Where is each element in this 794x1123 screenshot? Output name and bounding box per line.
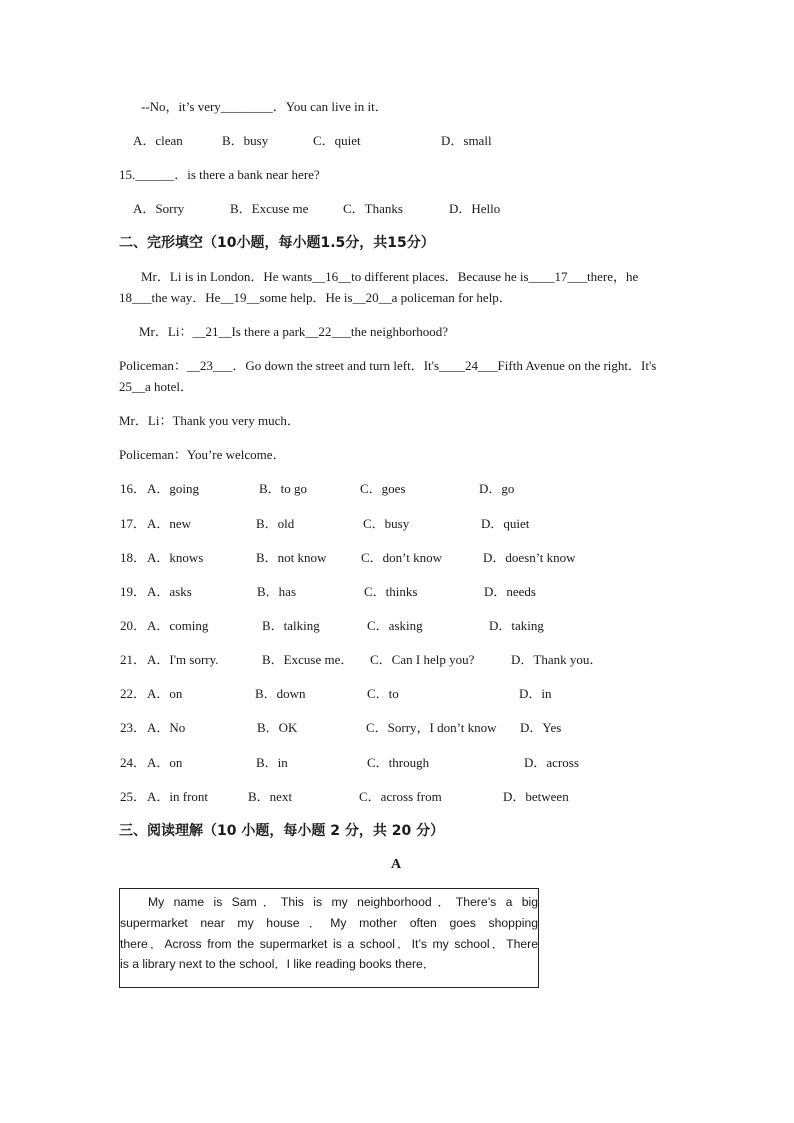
option-d: D．across xyxy=(524,755,579,770)
passage-a-label: A xyxy=(391,857,402,872)
option-c: C．Sorry，I don’t know xyxy=(366,720,497,735)
option-d: D．doesn’t know xyxy=(483,550,576,565)
question-number: 17． xyxy=(120,516,147,531)
q15-option-a: A．Sorry xyxy=(133,201,185,216)
question-number: 20． xyxy=(120,618,147,633)
passage-line: My name is Sam．This is my neighborhood．There’s a big xyxy=(148,895,538,909)
q14-option-d: D．small xyxy=(441,133,492,148)
cloze-passage-line: Mr．Li is in London．He wants__16__to different places．Because he is____17___there，he xyxy=(141,269,639,284)
question-number: 23． xyxy=(120,720,147,735)
option-d: D．quiet xyxy=(481,516,530,531)
passage-line: supermarket near my house．My mother often goes shopping xyxy=(120,916,538,930)
option-b: B．not know xyxy=(256,550,327,565)
question-number: 24． xyxy=(120,755,147,770)
cloze-passage-line: 25__a hotel． xyxy=(119,379,194,394)
q14-option-b: B．busy xyxy=(222,133,269,148)
option-b: B．in xyxy=(256,755,288,770)
cloze-passage-line: 18___the way．He__19__some help．He is__20__a policeman for help． xyxy=(119,290,512,305)
option-a: A．in front xyxy=(147,789,209,804)
option-d: D．in xyxy=(519,686,552,701)
option-b: B．to go xyxy=(259,481,308,496)
question-number: 21． xyxy=(120,652,147,667)
cloze-passage-line: Policeman：__23___．Go down the street and turn left．It's____24___Fifth Avenue on the right．It's xyxy=(119,358,657,373)
passage-line: there．Across from the supermarket is a school．It’s my school．There xyxy=(120,937,538,951)
option-a: A．going xyxy=(147,481,200,496)
option-d: D．Yes xyxy=(520,720,562,735)
option-a: A．on xyxy=(147,755,183,770)
option-b: B．talking xyxy=(262,618,320,633)
option-c: C．through xyxy=(367,755,430,770)
option-a: A．No xyxy=(147,720,186,735)
option-d: D．taking xyxy=(489,618,544,633)
option-c: C．asking xyxy=(367,618,423,633)
q15-option-b: B．Excuse me xyxy=(230,201,309,216)
option-c: C．don’t know xyxy=(361,550,443,565)
option-a: A．knows xyxy=(147,550,204,565)
section2-heading: 二、完形填空（10小题，每小题1.5分，共15分） xyxy=(119,235,435,251)
option-c: C．to xyxy=(367,686,399,701)
cloze-passage-line: Mr．Li：__21__Is there a park__22___the neighborhood? xyxy=(139,324,449,339)
passage-line: is a library next to the school．I like reading books there． xyxy=(120,957,436,971)
option-b: B．Excuse me． xyxy=(262,652,354,667)
option-a: A．asks xyxy=(147,584,192,599)
option-b: B．has xyxy=(257,584,297,599)
question-number: 19． xyxy=(120,584,147,599)
option-c: C．thinks xyxy=(364,584,418,599)
option-b: B．next xyxy=(248,789,293,804)
q15-text: 15.______．is there a bank near here? xyxy=(119,167,320,182)
option-c: C．Can I help you? xyxy=(370,652,475,667)
option-b: B．old xyxy=(256,516,295,531)
option-a: A．new xyxy=(147,516,192,531)
option-d: D．between xyxy=(503,789,569,804)
q14-text: --No，it’s very________．You can live in it． xyxy=(141,99,388,114)
q15-option-c: C．Thanks xyxy=(343,201,403,216)
option-b: B．OK xyxy=(257,720,298,735)
option-c: C．goes xyxy=(360,481,406,496)
q14-option-c: C．quiet xyxy=(313,133,361,148)
question-number: 16． xyxy=(120,481,147,496)
option-b: B．down xyxy=(255,686,306,701)
option-a: A．I'm sorry. xyxy=(147,652,219,667)
question-number: 22． xyxy=(120,686,147,701)
section3-heading: 三、阅读理解（10 小题，每小题 2 分，共 20 分） xyxy=(119,823,445,839)
q15-option-d: D．Hello xyxy=(449,201,501,216)
option-c: C．across from xyxy=(359,789,442,804)
option-d: D．Thank you． xyxy=(511,652,603,667)
q14-option-a: A．clean xyxy=(133,133,183,148)
question-number: 25． xyxy=(120,789,147,804)
option-a: A．coming xyxy=(147,618,209,633)
option-c: C．busy xyxy=(363,516,410,531)
reading-passage-box xyxy=(119,888,539,988)
cloze-passage-line: Mr．Li：Thank you very much． xyxy=(119,413,300,428)
question-number: 18． xyxy=(120,550,147,565)
cloze-passage-line: Policeman：You’re welcome． xyxy=(119,447,286,462)
option-d: D．go xyxy=(479,481,515,496)
option-d: D．needs xyxy=(484,584,536,599)
option-a: A．on xyxy=(147,686,183,701)
